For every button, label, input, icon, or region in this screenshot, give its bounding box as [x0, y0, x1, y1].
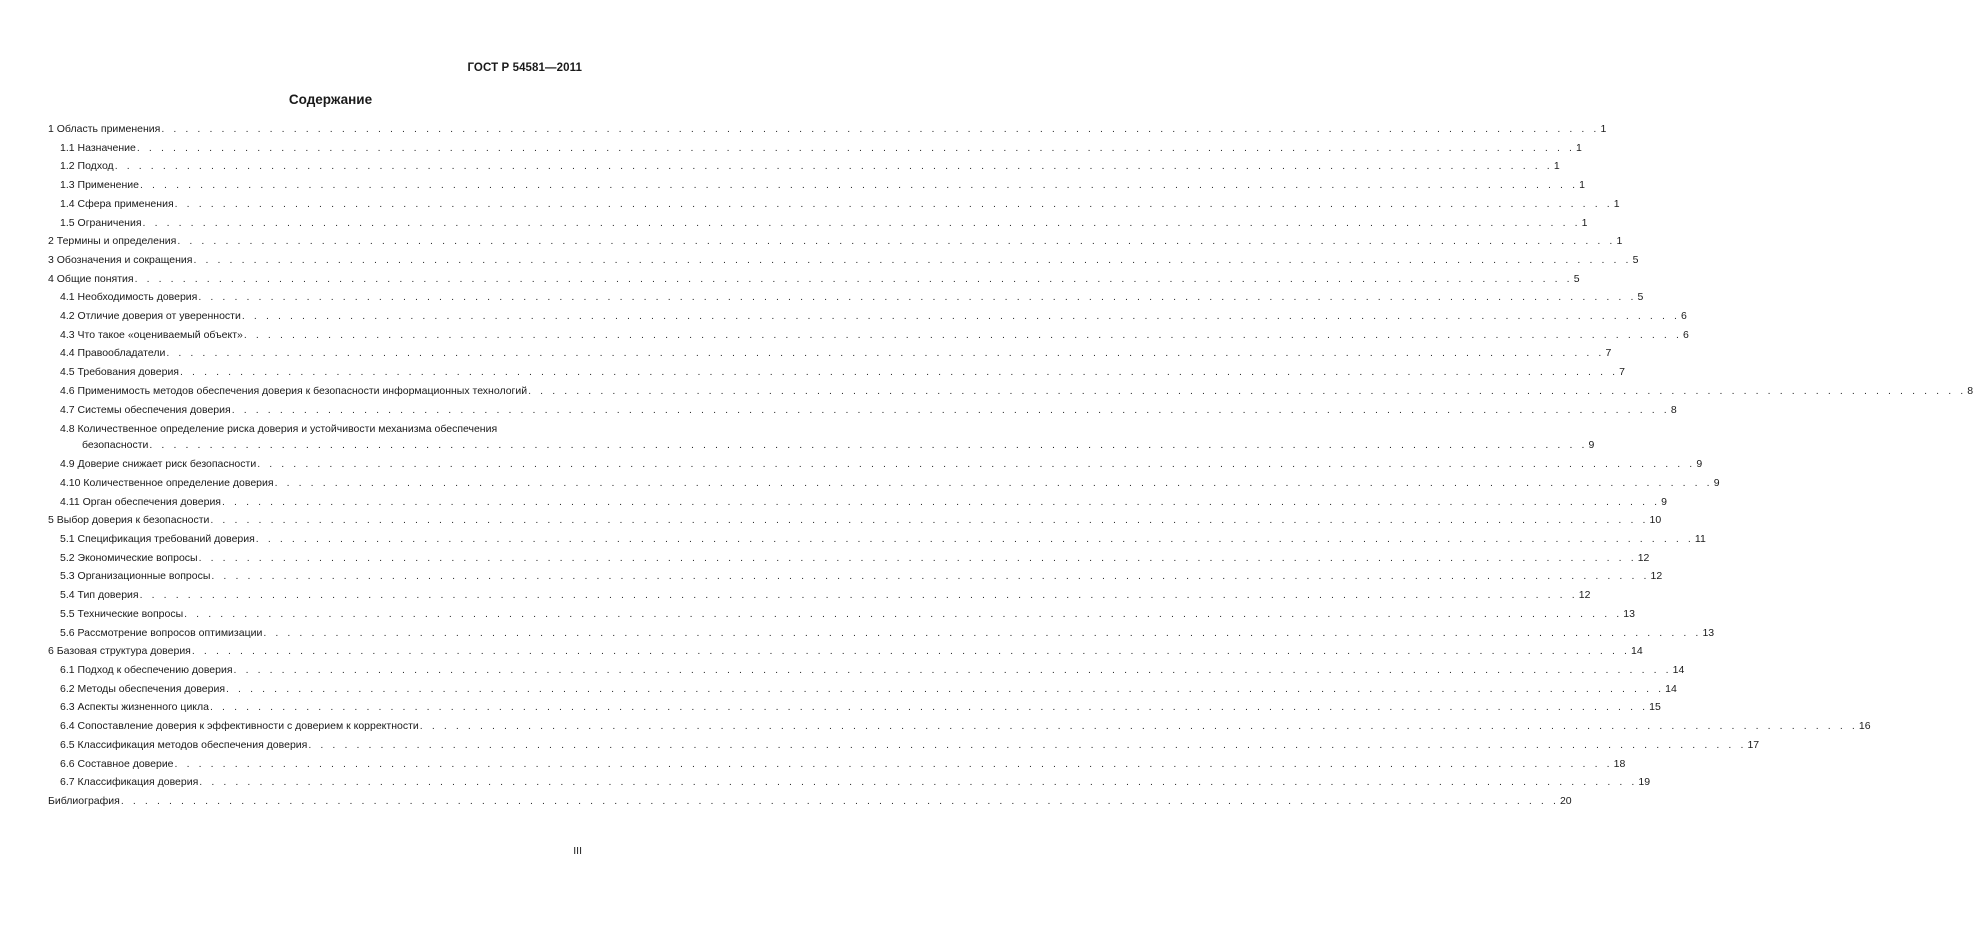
toc-entry[interactable]	[48, 567, 1663, 586]
toc-entry-page: 1	[1553, 160, 1560, 173]
toc-leader-dots: . . . . . . . . . . . . . . . . . . . . . . . . . . . . . . . . . . . . . . . . . . . . . . . . . . . . . . . . . . . . . . . . . . . . . . . . . . . . . . . . . . . . . . . . . . . . . . . . . . . . . . . . . . . . . . . . . . . . . . . .	[174, 757, 1613, 770]
toc-entry-page: 1	[1579, 179, 1585, 192]
toc-entry[interactable]	[48, 270, 1580, 289]
toc-entry-label: Библиография	[48, 794, 120, 807]
toc-entry[interactable]	[48, 455, 1703, 474]
toc-entry-page: 14	[1665, 682, 1677, 695]
toc-entry[interactable]	[48, 120, 1607, 139]
toc-leader-dots: . . . . . . . . . . . . . . . . . . . . . . . . . . . . . . . . . . . . . . . . . . . . . . . . . . . . . . . . . . . . . . . . . . . . . . . . . . . . . . . . . . . . . . . . . . . . . . . . . . . . . . . . . . . . . . . . . . . . . . . .	[180, 366, 1619, 379]
page-number: III	[573, 845, 582, 857]
toc-leader-dots: . . . . . . . . . . . . . . . . . . . . . . . . . . . . . . . . . . . . . . . . . . . . . . . . . . . . . . . . . . . . . . . . . . . . . . . . . . . . . . . . . . . . . . . . . . . . . . . . . . . . . . . . . . . . . . . . . . . . . . . .	[193, 253, 1632, 266]
toc-entry-number: 6.7	[60, 776, 75, 789]
toc-entry-page: 7	[1619, 366, 1625, 379]
toc-entry-label: Назначение	[77, 141, 136, 154]
toc-entry-label: Термины и определения	[56, 235, 177, 248]
toc-entry-label: Применимость методов обеспечения доверия к безопасности информационных технологий	[77, 384, 528, 397]
toc-leader-dots: . . . . . . . . . . . . . . . . . . . . . . . . . . . . . . . . . . . . . . . . . . . . . . . . . . . . . . . . . . . . . . . . . . . . . . . . . . . . . . . . . . . . . . . . . . . . . . . . . . . . . . . . . . . . . . . . . . . . . . . .	[528, 384, 1967, 397]
toc-entry[interactable]	[48, 232, 1623, 251]
toc-leader-dots: . . . . . . . . . . . . . . . . . . . . . . . . . . . . . . . . . . . . . . . . . . . . . . . . . . . . . . . . . . . . . . . . . . . . . . . . . . . . . . . . . . . . . . . . . . . . . . . . . . . . . . . . . . . . . . . . . . . . . . . .	[161, 123, 1600, 135]
toc-entry-number: 5.5	[60, 607, 75, 620]
toc-leader-dots: . . . . . . . . . . . . . . . . . . . . . . . . . . . . . . . . . . . . . . . . . . . . . . . . . . . . . . . . . . . . . . . . . . . . . . . . . . . . . . . . . . . . . . . . . . . . . . . . . . . . . . . . . . . . . . . . . . . . . . . .	[139, 589, 1578, 602]
toc-entry-label: Подход к обеспечению доверия	[77, 663, 233, 676]
toc-leader-dots: . . . . . . . . . . . . . . . . . . . . . . . . . . . . . . . . . . . . . . . . . . . . . . . . . . . . . . . . . . . . . . . . . . . . . . . . . . . . . . . . . . . . . . . . . . . . . . . . . . . . . . . . . . . . . . . . . . . . . . . .	[184, 607, 1623, 620]
toc-leader-dots: . . . . . . . . . . . . . . . . . . . . . . . . . . . . . . . . . . . . . . . . . . . . . . . . . . . . . . . . . . . . . . . . . . . . . . . . . . . . . . . . . . . . . . . . . . . . . . . . . . . . . . . . . . . . . . . . . . . . . . . .	[263, 626, 1702, 639]
toc-leader-dots: . . . . . . . . . . . . . . . . . . . . . . . . . . . . . . . . . . . . . . . . . . . . . . . . . . . . . . . . . . . . . . . . . . . . . . . . . . . . . . . . . . . . . . . . . . . . . . . . . . . . . . . . . . . . . . . . . . . . . . . .	[191, 645, 1630, 658]
toc-title: Содержание	[288, 92, 373, 107]
toc-entry-page: 13	[1623, 607, 1635, 620]
toc-entry-page: 9	[1661, 495, 1667, 508]
toc-entry-label: Выбор доверия к безопасности	[56, 514, 210, 527]
toc-entry-number: 4.9	[60, 458, 75, 471]
toc-entry-number: 5.4	[60, 589, 75, 602]
toc-leader-dots: . . . . . . . . . . . . . . . . . . . . . . . . . . . . . . . . . . . . . . . . . . . . . . . . . . . . . . . . . . . . . . . . . . . . . . . . . . . . . . . . . . . . . . . . . . . . . . . . . . . . . . . . . . . . . . . . . . . . . . . .	[222, 495, 1661, 508]
toc-entry-number: 1.1	[60, 141, 75, 154]
toc-leader-dots: . . . . . . . . . . . . . . . . . . . . . . . . . . . . . . . . . . . . . . . . . . . . . . . . . . . . . . . . . . . . . . . . . . . . . . . . . . . . . . . . . . . . . . . . . . . . . . . . . . . . . . . . . . . . . . . . . . . . . . . .	[177, 235, 1616, 248]
toc-entry-label: Необходимость доверия	[77, 291, 198, 304]
toc-entry-number: 4.8	[60, 423, 75, 436]
toc-entry-page: 1	[1600, 123, 1607, 135]
toc-entry-label: Системы обеспечения доверия	[77, 403, 231, 416]
toc-entry-number: 4.5	[60, 366, 75, 379]
toc-leader-dots: . . . . . . . . . . . . . . . . . . . . . . . . . . . . . . . . . . . . . . . . . . . . . . . . . . . . . . . . . . . . . . . . . . . . . . . . . . . . . . . . . . . . . . . . . . . . . . . . . . . . . . . . . . . . . . . . . . . . . . . .	[274, 476, 1713, 489]
toc-entry-number: 3	[48, 253, 54, 266]
toc-entry-page: 6	[1681, 310, 1687, 323]
toc-leader-dots: . . . . . . . . . . . . . . . . . . . . . . . . . . . . . . . . . . . . . . . . . . . . . . . . . . . . . . . . . . . . . . . . . . . . . . . . . . . . . . . . . . . . . . . . . . . . . . . . . . . . . . . . . . . . . . . . . . . . . . . .	[308, 738, 1747, 751]
toc-entry-label: Сфера применения	[77, 197, 174, 210]
toc-entry[interactable]	[48, 474, 1720, 493]
toc-entry[interactable]	[48, 493, 1667, 512]
toc-entry-number: 1.4	[60, 197, 75, 210]
toc-leader-dots: . . . . . . . . . . . . . . . . . . . . . . . . . . . . . . . . . . . . . . . . . . . . . . . . . . . . . . . . . . . . . . . . . . . . . . . . . . . . . . . . . . . . . . . . . . . . . . . . . . . . . . . . . . . . . . . . . . . . . . . .	[231, 403, 1670, 416]
toc-entry-page: 11	[1694, 533, 1706, 546]
toc-leader-dots: . . . . . . . . . . . . . . . . . . . . . . . . . . . . . . . . . . . . . . . . . . . . . . . . . . . . . . . . . . . . . . . . . . . . . . . . . . . . . . . . . . . . . . . . . . . . . . . . . . . . . . . . . . . . . . . . . . . . . . . .	[198, 551, 1637, 564]
toc-entry-page: 8	[1967, 384, 1973, 397]
toc-entry-label: Методы обеспечения доверия	[77, 682, 226, 695]
toc-entry-number: 1.3	[60, 179, 75, 192]
toc-entry[interactable]	[48, 401, 1677, 420]
toc-entry-label: Составное доверие	[77, 757, 174, 770]
toc-entry-label: Общие понятия	[56, 272, 134, 285]
toc-entry-label: Классификация методов обеспечения доверия	[77, 738, 308, 751]
toc-entry-label: Что такое «оцениваемый объект»	[77, 328, 243, 341]
toc-leader-dots: . . . . . . . . . . . . . . . . . . . . . . . . . . . . . . . . . . . . . . . . . . . . . . . . . . . . . . . . . . . . . . . . . . . . . . . . . . . . . . . . . . . . . . . . . . . . . . . . . . . . . . . . . . . . . . . . . . . . . . . .	[136, 141, 1575, 154]
toc-entry-number: 1.5	[60, 216, 75, 229]
toc-entry-label: Технические вопросы	[77, 607, 184, 620]
toc-entry[interactable]	[48, 661, 1685, 680]
toc-leader-dots: . . . . . . . . . . . . . . . . . . . . . . . . . . . . . . . . . . . . . . . . . . . . . . . . . . . . . . . . . . . . . . . . . . . . . . . . . . . . . . . . . . . . . . . . . . . . . . . . . . . . . . . . . . . . . . . . . . . . . . . .	[134, 272, 1573, 285]
toc-leader-dots: . . . . . . . . . . . . . . . . . . . . . . . . . . . . . . . . . . . . . . . . . . . . . . . . . . . . . . . . . . . . . . . . . . . . . . . . . . . . . . . . . . . . . . . . . . . . . . . . . . . . . . . . . . . . . . . . . . . . . . . .	[166, 347, 1605, 360]
toc-entry[interactable]	[48, 139, 1582, 158]
toc-leader-dots: . . . . . . . . . . . . . . . . . . . . . . . . . . . . . . . . . . . . . . . . . . . . . . . . . . . . . . . . . . . . . . . . . . . . . . . . . . . . . . . . . . . . . . . . . . . . . . . . . . . . . . . . . . . . . . . . . . . . . . . .	[174, 197, 1613, 210]
toc-entry-page: 9	[1713, 476, 1720, 489]
toc-entry-page: 12	[1578, 589, 1591, 602]
document-code: ГОСТ Р 54581—2011	[467, 62, 582, 74]
toc-leader-dots: . . . . . . . . . . . . . . . . . . . . . . . . . . . . . . . . . . . . . . . . . . . . . . . . . . . . . . . . . . . . . . . . . . . . . . . . . . . . . . . . . . . . . . . . . . . . . . . . . . . . . . . . . . . . . . . . . . . . . . . .	[120, 794, 1559, 807]
toc-entry-label: Правообладатели	[77, 347, 166, 360]
toc-entry-number: 6.3	[60, 701, 75, 714]
toc-leader-dots: . . . . . . . . . . . . . . . . . . . . . . . . . . . . . . . . . . . . . . . . . . . . . . . . . . . . . . . . . . . . . . . . . . . . . . . . . . . . . . . . . . . . . . . . . . . . . . . . . . . . . . . . . . . . . . . . . . . . . . . .	[257, 458, 1696, 471]
toc-entry[interactable]	[48, 792, 1572, 811]
toc-entry-number: 5	[48, 514, 54, 527]
toc-entry-number: 5.1	[60, 533, 75, 546]
toc-leader-dots: . . . . . . . . . . . . . . . . . . . . . . . . . . . . . . . . . . . . . . . . . . . . . . . . . . . . . . . . . . . . . . . . . . . . . . . . . . . . . . . . . . . . . . . . . . . . . . . . . . . . . . . . . . . . . . . . . . . . . . . .	[198, 291, 1637, 304]
toc-entry-page: 5	[1637, 291, 1644, 304]
toc-entry[interactable]	[48, 605, 1635, 624]
toc-entry-page: 7	[1605, 347, 1612, 360]
toc-entry[interactable]	[48, 288, 1644, 307]
toc-entry[interactable]	[48, 382, 1973, 401]
toc-entry[interactable]	[48, 642, 1643, 661]
toc-entry-label: Ограничения	[77, 216, 142, 229]
toc-entry-label: Обозначения и сокращения	[56, 253, 193, 266]
toc-entry-number: 6	[48, 645, 54, 658]
toc-entry[interactable]	[48, 195, 1620, 214]
toc-leader-dots: . . . . . . . . . . . . . . . . . . . . . . . . . . . . . . . . . . . . . . . . . . . . . . . . . . . . . . . . . . . . . . . . . . . . . . . . . . . . . . . . . . . . . . . . . . . . . . . . . . . . . . . . . . . . . . . . . . . . . . . .	[114, 160, 1553, 173]
toc-entry-number: 5.2	[60, 551, 75, 564]
toc-entry-page: 15	[1649, 701, 1661, 714]
toc-entry-label: Количественное определение доверия	[83, 476, 274, 489]
toc-entry-page: 1	[1616, 235, 1623, 248]
toc-entry-page: 13	[1702, 626, 1715, 639]
toc-entry-label: Организационные вопросы	[77, 570, 211, 583]
toc-entry-page: 5	[1632, 253, 1639, 266]
toc-entry-number: 6.1	[60, 663, 75, 676]
toc-entry-number: 4.3	[60, 328, 75, 341]
toc-entry-number: 4.11	[60, 495, 80, 508]
toc-entry-label: Применение	[77, 179, 139, 192]
toc-entry-page: 9	[1588, 439, 1595, 452]
toc-entry-number: 6.6	[60, 757, 75, 770]
toc-entry-label: Область применения	[56, 123, 161, 135]
toc-leader-dots: . . . . . . . . . . . . . . . . . . . . . . . . . . . . . . . . . . . . . . . . . . . . . . . . . . . . . . . . . . . . . . . . . . . . . . . . . . . . . . . . . . . . . . . . . . . . . . . . . . . . . . . . . . . . . . . . . . . . . . . .	[199, 776, 1638, 789]
toc-entry-label-continuation: безопасности	[82, 439, 149, 452]
toc-leader-dots: . . . . . . . . . . . . . . . . . . . . . . . . . . . . . . . . . . . . . . . . . . . . . . . . . . . . . . . . . . . . . . . . . . . . . . . . . . . . . . . . . . . . . . . . . . . . . . . . . . . . . . . . . . . . . . . . . . . . . . . .	[210, 514, 1649, 527]
toc-entry-page: 12	[1637, 551, 1650, 564]
toc-leader-dots: . . . . . . . . . . . . . . . . . . . . . . . . . . . . . . . . . . . . . . . . . . . . . . . . . . . . . . . . . . . . . . . . . . . . . . . . . . . . . . . . . . . . . . . . . . . . . . . . . . . . . . . . . . . . . . . . . . . . . . . .	[149, 439, 1588, 452]
toc-entry[interactable]	[48, 530, 1706, 549]
toc-leader-dots: . . . . . . . . . . . . . . . . . . . . . . . . . . . . . . . . . . . . . . . . . . . . . . . . . . . . . . . . . . . . . . . . . . . . . . . . . . . . . . . . . . . . . . . . . . . . . . . . . . . . . . . . . . . . . . . . . . . . . . . .	[226, 682, 1665, 695]
toc-entry-number: 5.3	[60, 570, 75, 583]
toc-entry-page: 17	[1747, 738, 1760, 751]
toc-entry-number: 6.5	[60, 738, 75, 751]
toc-leader-dots: . . . . . . . . . . . . . . . . . . . . . . . . . . . . . . . . . . . . . . . . . . . . . . . . . . . . . . . . . . . . . . . . . . . . . . . . . . . . . . . . . . . . . . . . . . . . . . . . . . . . . . . . . . . . . . . . . . . . . . . .	[233, 663, 1672, 676]
toc-entry-number: 5.6	[60, 626, 75, 639]
toc-entry-number: 4.10	[60, 476, 81, 489]
toc-entry[interactable]	[48, 624, 1715, 643]
toc-entry-number: 1.2	[60, 160, 75, 173]
toc-entry-label: Классификация доверия	[77, 776, 199, 789]
toc-entry-number: 4.2	[60, 310, 75, 323]
toc-entry-page: 14	[1672, 663, 1685, 676]
toc-leader-dots: . . . . . . . . . . . . . . . . . . . . . . . . . . . . . . . . . . . . . . . . . . . . . . . . . . . . . . . . . . . . . . . . . . . . . . . . . . . . . . . . . . . . . . . . . . . . . . . . . . . . . . . . . . . . . . . . . . . . . . . .	[211, 570, 1650, 583]
toc-entry[interactable]	[48, 511, 1662, 530]
table-of-contents	[48, 120, 1973, 811]
toc-entry-label: Базовая структура доверия	[56, 645, 191, 658]
toc-entry[interactable]	[48, 736, 1760, 755]
toc-entry-number: 4.1	[60, 291, 75, 304]
toc-entry-label: Требования доверия	[77, 366, 179, 379]
toc-entry[interactable]	[48, 773, 1651, 792]
toc-entry[interactable]	[48, 176, 1585, 195]
toc-entry-page: 12	[1650, 570, 1663, 583]
toc-entry-number: 2	[48, 235, 54, 248]
toc-entry-label: Рассмотрение вопросов оптимизации	[77, 626, 263, 639]
toc-entry-page: 1	[1581, 216, 1588, 229]
toc-entry-page: 19	[1638, 776, 1651, 789]
toc-entry[interactable]	[48, 251, 1639, 270]
toc-entry-label: Экономические вопросы	[77, 551, 198, 564]
toc-entry[interactable]	[48, 214, 1588, 233]
toc-entry-number: 4.6	[60, 384, 75, 397]
toc-leader-dots: . . . . . . . . . . . . . . . . . . . . . . . . . . . . . . . . . . . . . . . . . . . . . . . . . . . . . . . . . . . . . . . . . . . . . . . . . . . . . . . . . . . . . . . . . . . . . . . . . . . . . . . . . . . . . . . . . . . . . . . .	[139, 179, 1579, 192]
toc-entry-number: 6.2	[60, 682, 75, 695]
toc-entry[interactable]	[48, 755, 1626, 774]
toc-entry-page: 1	[1576, 141, 1582, 154]
toc-entry-page: 20	[1559, 794, 1572, 807]
toc-entry[interactable]	[48, 307, 1687, 326]
toc-leader-dots: . . . . . . . . . . . . . . . . . . . . . . . . . . . . . . . . . . . . . . . . . . . . . . . . . . . . . . . . . . . . . . . . . . . . . . . . . . . . . . . . . . . . . . . . . . . . . . . . . . . . . . . . . . . . . . . . . . . . . . . .	[243, 328, 1682, 341]
toc-entry-label: Отличие доверия от уверенности	[77, 310, 241, 323]
toc-entry-number: 4.7	[60, 403, 75, 416]
toc-entry[interactable]	[48, 549, 1650, 568]
toc-entry-label: Сопоставление доверия к эффективности с доверием к корректности	[77, 720, 419, 733]
toc-entry-label: Орган обеспечения доверия	[82, 495, 221, 508]
toc-entry-label: Подход	[77, 160, 114, 173]
toc-entry-page: 9	[1696, 458, 1703, 471]
toc-entry[interactable]	[48, 326, 1689, 345]
toc-entry[interactable]	[48, 157, 1560, 176]
toc-entry-label: Аспекты жизненного цикла	[77, 701, 209, 714]
toc-entry-number: 4.4	[60, 347, 75, 360]
toc-entry[interactable]	[48, 717, 1871, 736]
toc-entry-page: 8	[1670, 403, 1677, 416]
toc-entry[interactable]	[48, 363, 1625, 382]
toc-entry-page: 1	[1613, 197, 1620, 210]
toc-entry-page: 16	[1858, 720, 1871, 733]
toc-entry-page: 10	[1649, 514, 1662, 527]
toc-leader-dots: . . . . . . . . . . . . . . . . . . . . . . . . . . . . . . . . . . . . . . . . . . . . . . . . . . . . . . . . . . . . . . . . . . . . . . . . . . . . . . . . . . . . . . . . . . . . . . . . . . . . . . . . . . . . . . . . . . . . . . . .	[142, 216, 1581, 229]
toc-entry[interactable]	[48, 680, 1677, 699]
toc-leader-dots: . . . . . . . . . . . . . . . . . . . . . . . . . . . . . . . . . . . . . . . . . . . . . . . . . . . . . . . . . . . . . . . . . . . . . . . . . . . . . . . . . . . . . . . . . . . . . . . . . . . . . . . . . . . . . . . . . . . . . . . .	[241, 310, 1680, 323]
toc-entry-page: 6	[1682, 328, 1689, 341]
toc-entry[interactable]	[48, 419, 1595, 455]
toc-entry-page: 14	[1631, 645, 1643, 658]
toc-entry-page: 5	[1573, 272, 1580, 285]
toc-entry[interactable]	[48, 344, 1612, 363]
toc-entry-label: Тип доверия	[77, 589, 139, 602]
toc-entry-page: 18	[1613, 757, 1626, 770]
toc-entry[interactable]	[48, 698, 1661, 717]
toc-entry-label: Количественное определение риска доверия и устойчивости механизма обеспечения	[77, 423, 498, 436]
toc-entry-number: 6.4	[60, 720, 75, 733]
toc-leader-dots: . . . . . . . . . . . . . . . . . . . . . . . . . . . . . . . . . . . . . . . . . . . . . . . . . . . . . . . . . . . . . . . . . . . . . . . . . . . . . . . . . . . . . . . . . . . . . . . . . . . . . . . . . . . . . . . . . . . . . . . .	[210, 701, 1649, 714]
toc-entry-label: Спецификация требований доверия	[77, 533, 255, 546]
toc-entry[interactable]	[48, 586, 1591, 605]
toc-entry-number: 1	[48, 123, 54, 135]
toc-entry-label: Доверие снижает риск безопасности	[77, 458, 257, 471]
toc-leader-dots: . . . . . . . . . . . . . . . . . . . . . . . . . . . . . . . . . . . . . . . . . . . . . . . . . . . . . . . . . . . . . . . . . . . . . . . . . . . . . . . . . . . . . . . . . . . . . . . . . . . . . . . . . . . . . . . . . . . . . . . .	[255, 533, 1694, 546]
toc-entry-number: 4	[48, 272, 54, 285]
toc-leader-dots: . . . . . . . . . . . . . . . . . . . . . . . . . . . . . . . . . . . . . . . . . . . . . . . . . . . . . . . . . . . . . . . . . . . . . . . . . . . . . . . . . . . . . . . . . . . . . . . . . . . . . . . . . . . . . . . . . . . . . . . .	[419, 720, 1858, 733]
